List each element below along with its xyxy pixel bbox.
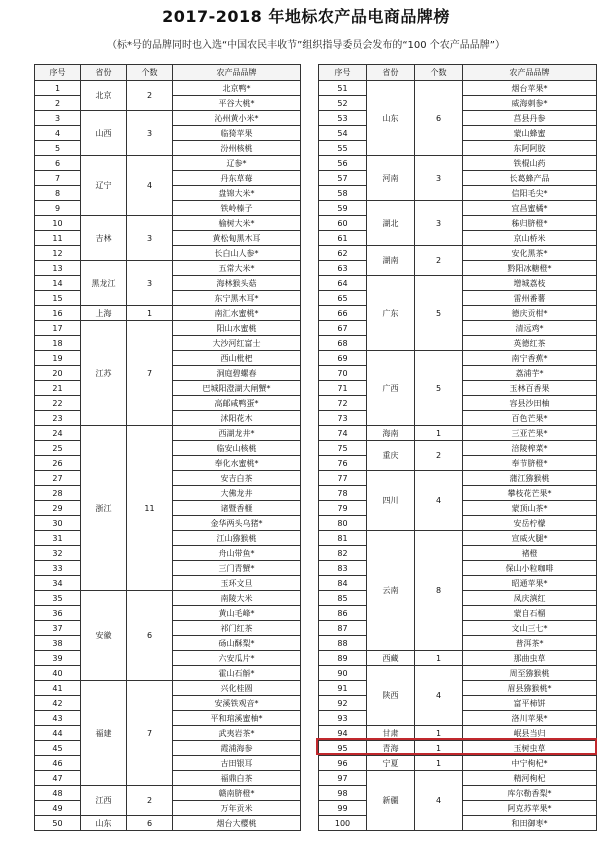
brand-cell: 涪陵榨菜* [463,441,597,456]
brand-cell: 三门青蟹* [173,561,301,576]
header-brand: 农产品品牌 [173,65,301,81]
brand-cell: 西山枇杷 [173,351,301,366]
brand-cell: 增城荔枝 [463,276,597,291]
brand-cell: 武夷岩茶* [173,726,301,741]
count-cell: 6 [415,81,463,156]
table-row [319,471,597,486]
brand-cell: 六安瓜片* [173,651,301,666]
table-row [319,81,597,96]
row-index: 18 [35,336,81,351]
row-index: 47 [35,771,81,786]
row-index: 65 [319,291,367,306]
table-row [35,306,301,321]
row-index: 50 [35,816,81,831]
row-index: 44 [35,726,81,741]
table-row [319,156,597,171]
row-index: 7 [35,171,81,186]
row-index: 29 [35,501,81,516]
count-cell: 7 [127,681,173,786]
count-cell: 2 [127,81,173,111]
brand-cell: 保山小粒咖啡 [463,561,597,576]
province-cell: 上海 [81,306,127,321]
row-index: 8 [35,186,81,201]
province-cell: 辽宁 [81,156,127,216]
count-cell: 3 [127,261,173,306]
row-index: 60 [319,216,367,231]
table-row [35,261,301,276]
brand-cell: 黄山毛峰* [173,606,301,621]
count-cell: 6 [127,591,173,681]
brand-cell: 清远鸡* [463,321,597,336]
row-index: 91 [319,681,367,696]
row-index: 26 [35,456,81,471]
row-index: 83 [319,561,367,576]
brand-cell: 东阿阿胶 [463,141,597,156]
count-cell: 3 [127,216,173,261]
brand-cell: 百色芒果* [463,411,597,426]
brand-cell: 大佛龙井 [173,486,301,501]
brand-cell: 丹东草莓 [173,171,301,186]
brand-cell: 南宁香蕉* [463,351,597,366]
count-cell: 1 [415,651,463,666]
brand-cell: 褚橙 [463,546,597,561]
row-index: 23 [35,411,81,426]
row-index: 28 [35,486,81,501]
row-index: 2 [35,96,81,111]
table-row [35,81,301,96]
table-row [35,786,301,801]
brand-cell: 南陵大米 [173,591,301,606]
province-cell: 宁夏 [367,756,415,771]
province-cell: 浙江 [81,426,127,591]
row-index: 49 [35,801,81,816]
brand-cell: 东宁黑木耳* [173,291,301,306]
brand-cell: 京山桥米 [463,231,597,246]
province-cell: 河南 [367,156,415,201]
table-row [319,726,597,741]
row-index: 76 [319,456,367,471]
province-cell: 黑龙江 [81,261,127,306]
table-row [319,741,597,756]
page-subtitle: （标*号的品牌同时也入选“中国农民丰收节”组织指导委员会发布的“100 个农产品品牌”） [107,40,505,51]
brand-cell: 大沙河红富士 [173,336,301,351]
count-cell: 1 [415,756,463,771]
row-index: 64 [319,276,367,291]
count-cell: 5 [415,276,463,351]
brand-cell: 霍山石斛* [173,666,301,681]
brand-cell: 沭阳花木 [173,411,301,426]
brand-cell: 舟山带鱼* [173,546,301,561]
row-index: 70 [319,366,367,381]
brand-cell: 黄松甸黑木耳 [173,231,301,246]
row-index: 99 [319,801,367,816]
province-cell: 北京 [81,81,127,111]
row-index: 1 [35,81,81,96]
brand-table-right [318,64,597,831]
table-row [319,246,597,261]
row-index: 72 [319,396,367,411]
row-index: 12 [35,246,81,261]
province-cell: 青海 [367,741,415,756]
row-index: 57 [319,171,367,186]
brand-cell: 西湖龙井* [173,426,301,441]
row-index: 17 [35,321,81,336]
brand-cell: 文山三七* [463,621,597,636]
header-index: 序号 [319,65,367,81]
brand-cell: 玉林百香果 [463,381,597,396]
brand-cell: 烟台苹果* [463,81,597,96]
brand-cell: 海林猴头菇 [173,276,301,291]
brand-cell: 普洱茶* [463,636,597,651]
table-row [319,441,597,456]
page-title: 2017-2018 年地标农产品电商品牌榜 [162,7,450,26]
province-cell: 吉林 [81,216,127,261]
count-cell: 3 [127,111,173,156]
brand-cell: 蒲江猕猴桃 [463,471,597,486]
table-row [35,216,301,231]
row-index: 63 [319,261,367,276]
province-cell: 新疆 [367,771,415,831]
brand-cell: 铁岭榛子 [173,201,301,216]
row-index: 42 [35,696,81,711]
brand-cell: 奉化水蜜桃* [173,456,301,471]
brand-cell: 临安山核桃 [173,441,301,456]
brand-cell: 凤庆滇红 [463,591,597,606]
brand-cell: 沁州黄小米* [173,111,301,126]
row-index: 90 [319,666,367,681]
row-index: 85 [319,591,367,606]
province-cell: 江西 [81,786,127,816]
brand-cell: 赣南脐橙* [173,786,301,801]
table-row [319,201,597,216]
brand-cell: 眉县猕猴桃* [463,681,597,696]
table-row [319,651,597,666]
brand-cell: 汾州核桃 [173,141,301,156]
count-cell: 4 [415,771,463,831]
count-cell: 3 [415,201,463,246]
brand-cell: 阿克苏苹果* [463,801,597,816]
row-index: 97 [319,771,367,786]
brand-cell: 宣威火腿* [463,531,597,546]
brand-cell: 福鼎白茶 [173,771,301,786]
brand-cell: 奉节脐橙* [463,456,597,471]
count-cell: 1 [415,426,463,441]
row-index: 41 [35,681,81,696]
row-index: 54 [319,126,367,141]
brand-cell: 洞庭碧螺春 [173,366,301,381]
count-cell: 7 [127,321,173,426]
row-index: 31 [35,531,81,546]
brand-cell: 安吉白茶 [173,471,301,486]
row-index: 34 [35,576,81,591]
row-index: 79 [319,501,367,516]
brand-cell: 秭归脐橙* [463,216,597,231]
row-index: 22 [35,396,81,411]
brand-cell: 万年贡米 [173,801,301,816]
brand-cell: 玉树虫草 [463,741,597,756]
brand-cell: 高邮咸鸭蛋* [173,396,301,411]
brand-cell: 精河枸杞 [463,771,597,786]
row-index: 56 [319,156,367,171]
brand-cell: 莒县丹参 [463,111,597,126]
brand-cell: 铁棍山药 [463,156,597,171]
header-province: 省份 [367,65,415,81]
table-row [35,426,301,441]
province-cell: 海南 [367,426,415,441]
brand-cell: 蒙山蜂蜜 [463,126,597,141]
row-index: 89 [319,651,367,666]
row-index: 48 [35,786,81,801]
row-index: 75 [319,441,367,456]
row-index: 14 [35,276,81,291]
row-index: 16 [35,306,81,321]
province-cell: 湖南 [367,246,415,276]
row-index: 10 [35,216,81,231]
row-index: 84 [319,576,367,591]
row-index: 93 [319,711,367,726]
province-cell: 甘肃 [367,726,415,741]
row-index: 67 [319,321,367,336]
brand-cell: 临猗苹果 [173,126,301,141]
row-index: 96 [319,756,367,771]
brand-cell: 江山猕猴桃 [173,531,301,546]
brand-cell: 蒙顶山茶* [463,501,597,516]
brand-cell: 蒙自石榴 [463,606,597,621]
brand-cell: 那曲虫草 [463,651,597,666]
row-index: 25 [35,441,81,456]
province-cell: 四川 [367,471,415,531]
province-cell: 江苏 [81,321,127,426]
brand-cell: 北京鸭* [173,81,301,96]
row-index: 46 [35,756,81,771]
brand-cell: 烟台大樱桃 [173,816,301,831]
row-index: 59 [319,201,367,216]
row-index: 32 [35,546,81,561]
count-cell: 2 [127,786,173,816]
table-row [319,531,597,546]
province-cell: 安徽 [81,591,127,681]
row-index: 53 [319,111,367,126]
row-index: 27 [35,471,81,486]
brand-cell: 玉环文旦 [173,576,301,591]
row-index: 3 [35,111,81,126]
brand-cell: 霞浦海参 [173,741,301,756]
brand-cell: 金华两头乌猪* [173,516,301,531]
province-cell: 西藏 [367,651,415,666]
province-cell: 云南 [367,531,415,651]
brand-cell: 五常大米* [173,261,301,276]
brand-cell: 中宁枸杞* [463,756,597,771]
table-row [319,426,597,441]
row-index: 15 [35,291,81,306]
row-index: 80 [319,516,367,531]
brand-cell: 和田御枣* [463,816,597,831]
brand-cell: 容县沙田柚 [463,396,597,411]
row-index: 37 [35,621,81,636]
province-cell: 广东 [367,276,415,351]
row-index: 55 [319,141,367,156]
province-cell: 山东 [81,816,127,831]
table-row [35,681,301,696]
row-index: 39 [35,651,81,666]
table-row [35,591,301,606]
count-cell: 5 [415,351,463,426]
brand-cell: 威海刺参* [463,96,597,111]
count-cell: 1 [127,306,173,321]
brand-cell: 攀枝花芒果* [463,486,597,501]
count-cell: 4 [415,666,463,726]
row-index: 61 [319,231,367,246]
brand-cell: 兴化桂圆 [173,681,301,696]
province-cell: 重庆 [367,441,415,471]
brand-cell: 安化黑茶* [463,246,597,261]
brand-cell: 黔阳冰糖橙* [463,261,597,276]
table-header-row [35,65,301,81]
row-index: 78 [319,486,367,501]
brand-cell: 安岳柠檬 [463,516,597,531]
row-index: 92 [319,696,367,711]
count-cell: 1 [415,726,463,741]
header-count: 个数 [127,65,173,81]
brand-cell: 岷县当归 [463,726,597,741]
brand-cell: 宜昌蜜橘* [463,201,597,216]
row-index: 87 [319,621,367,636]
count-cell: 11 [127,426,173,591]
row-index: 20 [35,366,81,381]
row-index: 69 [319,351,367,366]
row-index: 95 [319,741,367,756]
row-index: 33 [35,561,81,576]
row-index: 19 [35,351,81,366]
row-index: 36 [35,606,81,621]
table-row [319,351,597,366]
row-index: 98 [319,786,367,801]
brand-cell: 榆树大米* [173,216,301,231]
row-index: 73 [319,411,367,426]
brand-cell: 周至猕猴桃 [463,666,597,681]
row-index: 71 [319,381,367,396]
row-index: 21 [35,381,81,396]
row-index: 68 [319,336,367,351]
row-index: 51 [319,81,367,96]
province-cell: 山西 [81,111,127,156]
row-index: 66 [319,306,367,321]
brand-cell: 阳山水蜜桃 [173,321,301,336]
row-index: 9 [35,201,81,216]
brand-cell: 平谷大桃* [173,96,301,111]
brand-cell: 盘锦大米* [173,186,301,201]
row-index: 81 [319,531,367,546]
table-row [319,771,597,786]
row-index: 74 [319,426,367,441]
row-index: 30 [35,516,81,531]
row-index: 43 [35,711,81,726]
row-index: 58 [319,186,367,201]
header-brand: 农产品品牌 [463,65,597,81]
brand-cell: 长葛蜂产品 [463,171,597,186]
brand-cell: 辽参* [173,156,301,171]
table-header-row [319,65,597,81]
row-index: 52 [319,96,367,111]
brand-cell: 富平柿饼 [463,696,597,711]
brand-cell: 德庆贡柑* [463,306,597,321]
table-row [319,756,597,771]
brand-cell: 荔浦芋* [463,366,597,381]
row-index: 11 [35,231,81,246]
brand-cell: 雷州番薯 [463,291,597,306]
count-cell: 1 [415,741,463,756]
count-cell: 3 [415,156,463,201]
province-cell: 福建 [81,681,127,786]
brand-cell: 安溪铁观音* [173,696,301,711]
table-row [319,276,597,291]
brand-cell: 洛川苹果* [463,711,597,726]
brand-table-left [34,64,301,831]
brand-cell: 南汇水蜜桃* [173,306,301,321]
row-index: 86 [319,606,367,621]
row-index: 38 [35,636,81,651]
brand-cell: 砀山酥梨* [173,636,301,651]
row-index: 35 [35,591,81,606]
brand-cell: 英德红茶 [463,336,597,351]
row-index: 40 [35,666,81,681]
brand-cell: 诸暨香榧 [173,501,301,516]
count-cell: 6 [127,816,173,831]
brand-cell: 三亚芒果* [463,426,597,441]
province-cell: 广西 [367,351,415,426]
brand-cell: 库尔勒香梨* [463,786,597,801]
row-index: 13 [35,261,81,276]
brand-cell: 平和琯溪蜜柚* [173,711,301,726]
count-cell: 2 [415,441,463,471]
row-index: 88 [319,636,367,651]
count-cell: 4 [127,156,173,216]
table-row [35,816,301,831]
row-index: 5 [35,141,81,156]
row-index: 62 [319,246,367,261]
brand-cell: 古田银耳 [173,756,301,771]
province-cell: 山东 [367,81,415,156]
brand-cell: 长白山人参* [173,246,301,261]
row-index: 24 [35,426,81,441]
row-index: 4 [35,126,81,141]
table-row [35,321,301,336]
header-count: 个数 [415,65,463,81]
row-index: 82 [319,546,367,561]
table-row [35,111,301,126]
count-cell: 8 [415,531,463,651]
row-index: 77 [319,471,367,486]
table-row [35,156,301,171]
row-index: 94 [319,726,367,741]
province-cell: 湖北 [367,201,415,246]
brand-cell: 昭通苹果* [463,576,597,591]
brand-cell: 巴城阳澄湖大闸蟹* [173,381,301,396]
row-index: 6 [35,156,81,171]
count-cell: 4 [415,471,463,531]
row-index: 100 [319,816,367,831]
header-index: 序号 [35,65,81,81]
brand-cell: 祁门红茶 [173,621,301,636]
brand-cell: 信阳毛尖* [463,186,597,201]
table-row [319,666,597,681]
province-cell: 陕西 [367,666,415,726]
count-cell: 2 [415,246,463,276]
row-index: 45 [35,741,81,756]
header-province: 省份 [81,65,127,81]
